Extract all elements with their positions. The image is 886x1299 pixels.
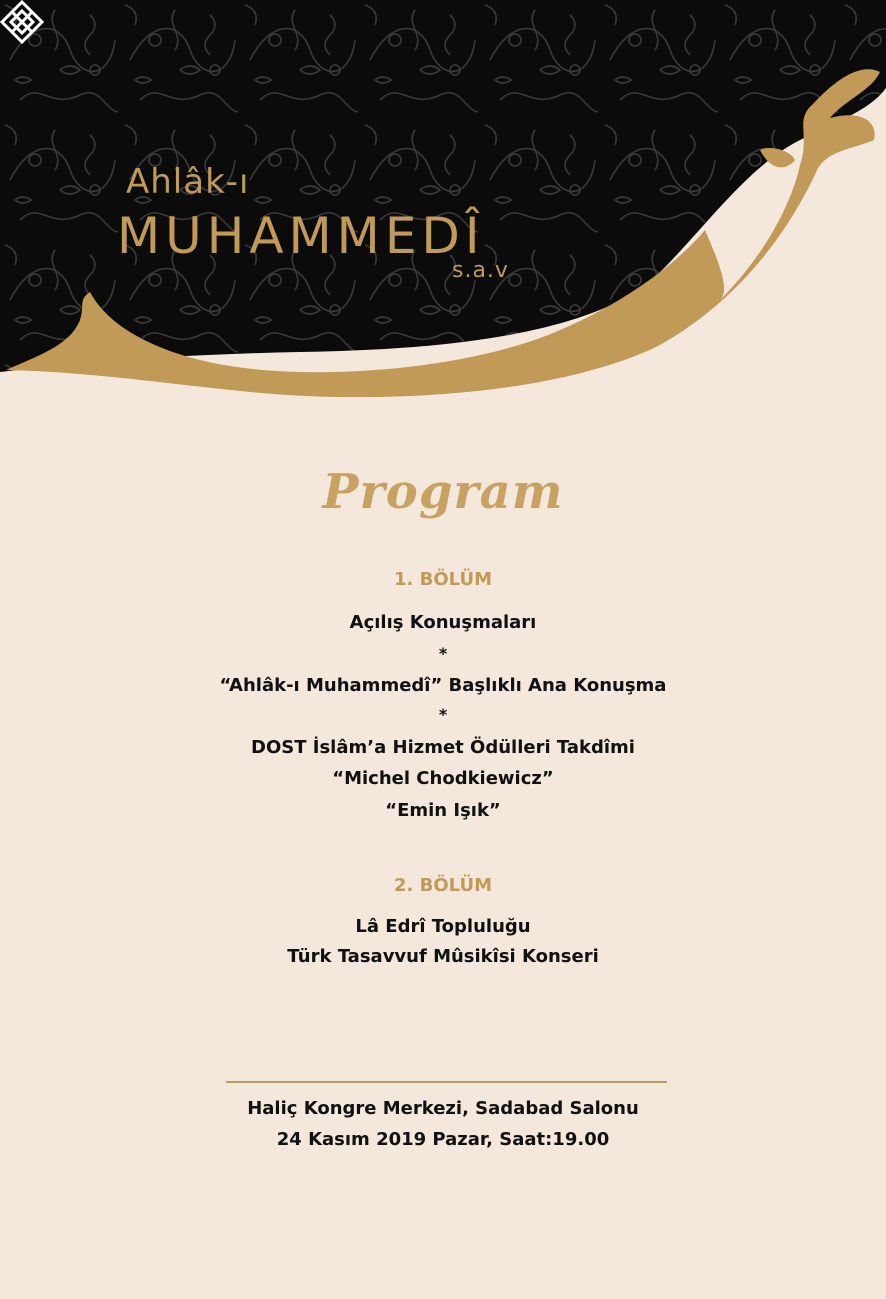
section-1-item-main-speech: “Ahlâk-ı Muhammedî” Başlıklı Ana Konuşma — [219, 675, 667, 696]
dost-logo-icon — [0, 0, 44, 44]
footer-divider — [226, 1081, 667, 1083]
section-1-heading: 1. BÖLÜM — [393, 569, 492, 590]
section-2-heading: 2. BÖLÜM — [393, 875, 492, 896]
section-1-item-opening-speeches: Açılış Konuşmaları — [349, 612, 537, 633]
separator-star: * — [438, 705, 448, 724]
event-title-prefix: Ahlâk-ı — [126, 162, 250, 202]
section-1-item-awardee-1: “Michel Chodkiewicz” — [332, 768, 554, 789]
section-2-item-ensemble: Lâ Edrî Topluluğu — [355, 916, 531, 937]
header-banner — [0, 0, 886, 420]
venue-text: Haliç Kongre Merkezi, Sadabad Salonu — [247, 1098, 639, 1119]
section-1-item-award-ceremony: DOST İslâm’a Hizmet Ödülleri Takdîmi — [251, 737, 635, 758]
separator-star: * — [438, 644, 448, 663]
program-heading: Program — [322, 464, 564, 520]
date-time-text: 24 Kasım 2019 Pazar, Saat:19.00 — [276, 1129, 610, 1150]
event-title-main: MUHAMMEDÎ — [117, 207, 485, 265]
event-title-suffix: s.a.v — [452, 258, 509, 283]
section-1-item-awardee-2: “Emin Işık” — [385, 800, 501, 821]
section-2-item-concert: Türk Tasavvuf Mûsikîsi Konseri — [287, 946, 599, 967]
